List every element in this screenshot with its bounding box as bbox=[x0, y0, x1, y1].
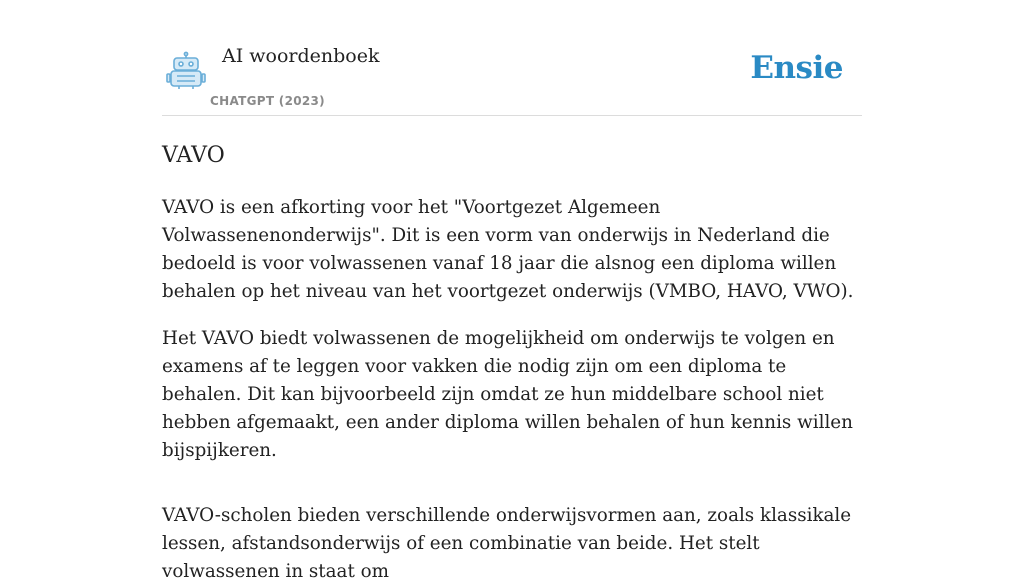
definition-paragraph: Het VAVO biedt volwassenen de mogelijkheid om onderwijs te volgen en examens af te leggen voor vakken die nodig zijn om een diploma te behalen. Dit kan bijvoorbeeld zijn omdat ze hun middelbare school niet hebben afgemaakt, een ander diploma willen behalen of hun kennis willen bijspijkeren. bbox=[162, 328, 853, 461]
source-subtitle: CHATGPT (2023) bbox=[210, 94, 325, 108]
header bbox=[162, 0, 862, 116]
robot-icon bbox=[166, 52, 206, 90]
definition-paragraph: VAVO-scholen bieden verschillende onderwijsvormen aan, zoals klassikale lessen, afstandsonderwijs of een combinatie van beide. Het stelt volwassenen in staat om bbox=[162, 505, 852, 582]
definition-paragraph: VAVO is een afkorting voor het "Voortgezet Algemeen Volwassenenonderwijs". Dit is een vorm van onderwijs in Nederland die bedoeld is voor volwassenen vanaf 18 jaar die alsnog een diploma willen behalen op het niveau van het voortgezet onderwijs (VMBO, HAVO, VWO). bbox=[162, 197, 854, 302]
source-title[interactable]: AI woordenboek bbox=[222, 45, 380, 67]
entry-definition bbox=[162, 194, 862, 586]
brand-logo[interactable]: Ensie bbox=[750, 50, 843, 86]
entry-term: VAVO bbox=[162, 143, 225, 168]
page bbox=[162, 0, 862, 586]
